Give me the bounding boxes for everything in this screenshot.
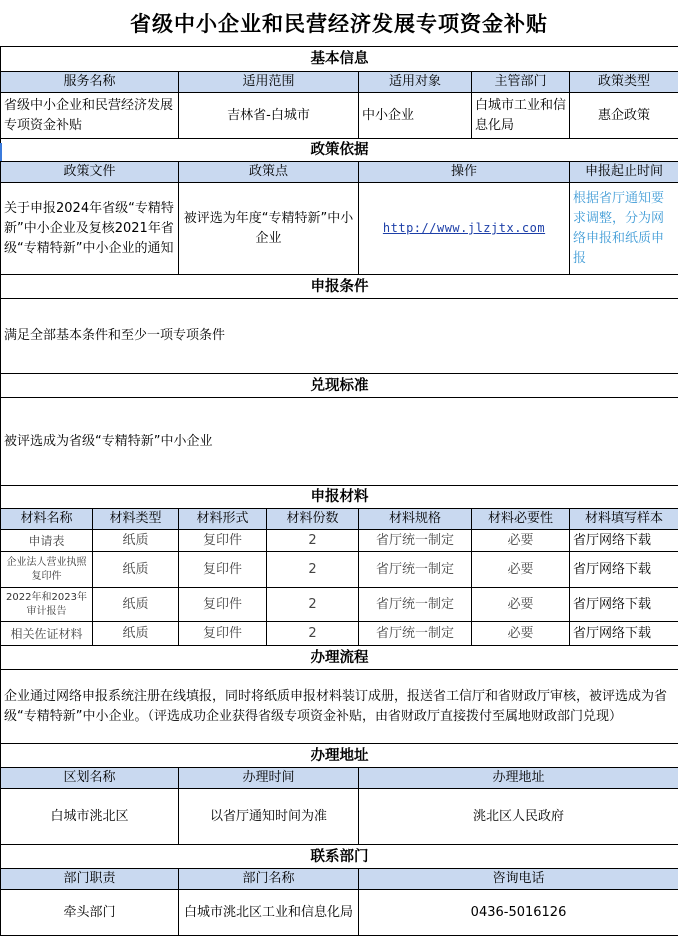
material-necessity: 必要	[472, 588, 570, 622]
material-name: 企业法人营业执照复印件	[1, 552, 93, 588]
material-row	[1, 588, 678, 622]
header-operation: 操作	[359, 162, 570, 183]
header-dept-name: 部门名称	[179, 869, 359, 890]
header-phone: 咨询电话	[359, 869, 678, 890]
header-policy-point: 政策点	[179, 162, 359, 183]
section-address: 办理地址	[1, 744, 678, 768]
header-material-name: 材料名称	[1, 509, 93, 530]
cell-cursor	[0, 143, 2, 161]
office-hours-value: 以省厅通知时间为准	[179, 789, 359, 845]
department-value: 白城市工业和信息化局	[472, 93, 570, 139]
material-type: 纸质	[93, 530, 179, 552]
policy-type-value: 惠企政策	[570, 93, 678, 139]
header-office-address: 办理地址	[359, 768, 678, 789]
section-process: 办理流程	[1, 646, 678, 670]
material-name: 2022年和2023年审计报告	[1, 588, 93, 622]
material-name: 相关佐证材料	[1, 622, 93, 646]
header-material-count: 材料份数	[267, 509, 359, 530]
header-service-name: 服务名称	[1, 72, 179, 93]
material-form: 复印件	[179, 552, 267, 588]
material-spec: 省厅统一制定	[359, 552, 472, 588]
material-sample: 省厅网络下载	[570, 552, 678, 588]
material-count: 2	[267, 552, 359, 588]
material-name: 申请表	[1, 530, 93, 552]
material-spec: 省厅统一制定	[359, 622, 472, 646]
section-standard: 兑现标准	[1, 374, 678, 398]
material-type: 纸质	[93, 588, 179, 622]
target-value: 中小企业	[359, 93, 472, 139]
material-form: 复印件	[179, 530, 267, 552]
material-type: 纸质	[93, 622, 179, 646]
header-district: 区划名称	[1, 768, 179, 789]
operation-cell	[359, 183, 570, 275]
period-value: 根据省厅通知要求调整，分为网络申报和纸质申报	[570, 183, 678, 275]
header-material-necessity: 材料必要性	[472, 509, 570, 530]
process-text: 企业通过网络申报系统注册在线填报，同时将纸质申报材料装订成册，报送省工信厅和省财政厅审核，被评选成为省级“专精特新”中小企业。（评选成功企业获得省级专项资金补贴，由省财政厅直接拨付至属地财政部门兑现）	[1, 670, 678, 744]
scope-value: 吉林省-白城市	[179, 93, 359, 139]
material-sample: 省厅网络下载	[570, 530, 678, 552]
policy-point-value: 被评选为年度“专精特新”中小企业	[179, 183, 359, 275]
policy-file-value: 关于申报2024年省级“专精特新”中小企业及复核2021年省级“专精特新”中小企业的通知	[1, 183, 179, 275]
header-material-type: 材料类型	[93, 509, 179, 530]
dept-name-value: 白城市洮北区工业和信息化局	[179, 890, 359, 936]
material-necessity: 必要	[472, 622, 570, 646]
material-row	[1, 552, 678, 588]
service-name-value: 省级中小企业和民营经济发展专项资金补贴	[1, 93, 179, 139]
material-spec: 省厅统一制定	[359, 530, 472, 552]
header-material-form: 材料形式	[179, 509, 267, 530]
header-policy-type: 政策类型	[570, 72, 678, 93]
material-type: 纸质	[93, 552, 179, 588]
material-spec: 省厅统一制定	[359, 588, 472, 622]
policy-website-link[interactable]: http://www.jlzjtx.com	[382, 221, 546, 235]
page-title: 省级中小企业和民营经济发展专项资金补贴	[130, 12, 548, 36]
material-count: 2	[267, 622, 359, 646]
district-value: 白城市洮北区	[1, 789, 179, 845]
material-necessity: 必要	[472, 530, 570, 552]
office-address-value: 洮北区人民政府	[359, 789, 678, 845]
material-necessity: 必要	[472, 552, 570, 588]
policy-table	[0, 46, 678, 936]
header-period: 申报起止时间	[570, 162, 678, 183]
material-row	[1, 530, 678, 552]
dept-role-value: 牵头部门	[1, 890, 179, 936]
header-department: 主管部门	[472, 72, 570, 93]
header-material-spec: 材料规格	[359, 509, 472, 530]
material-count: 2	[267, 530, 359, 552]
phone-value: 0436-5016126	[359, 890, 678, 936]
section-materials: 申报材料	[1, 486, 678, 509]
section-conditions: 申报条件	[1, 275, 678, 299]
conditions-text: 满足全部基本条件和至少一项专项条件	[1, 299, 678, 374]
material-sample: 省厅网络下载	[570, 588, 678, 622]
section-contact: 联系部门	[1, 845, 678, 869]
header-material-sample: 材料填写样本	[570, 509, 678, 530]
header-dept-role: 部门职责	[1, 869, 179, 890]
material-sample: 省厅网络下载	[570, 622, 678, 646]
section-basic-info: 基本信息	[1, 47, 678, 72]
material-row	[1, 622, 678, 646]
header-policy-file: 政策文件	[1, 162, 179, 183]
header-target: 适用对象	[359, 72, 472, 93]
material-form: 复印件	[179, 588, 267, 622]
section-policy-basis: 政策依据	[1, 139, 678, 162]
material-count: 2	[267, 588, 359, 622]
standard-text: 被评选成为省级“专精特新”中小企业	[1, 398, 678, 486]
material-form: 复印件	[179, 622, 267, 646]
header-office-hours: 办理时间	[179, 768, 359, 789]
header-scope: 适用范围	[179, 72, 359, 93]
